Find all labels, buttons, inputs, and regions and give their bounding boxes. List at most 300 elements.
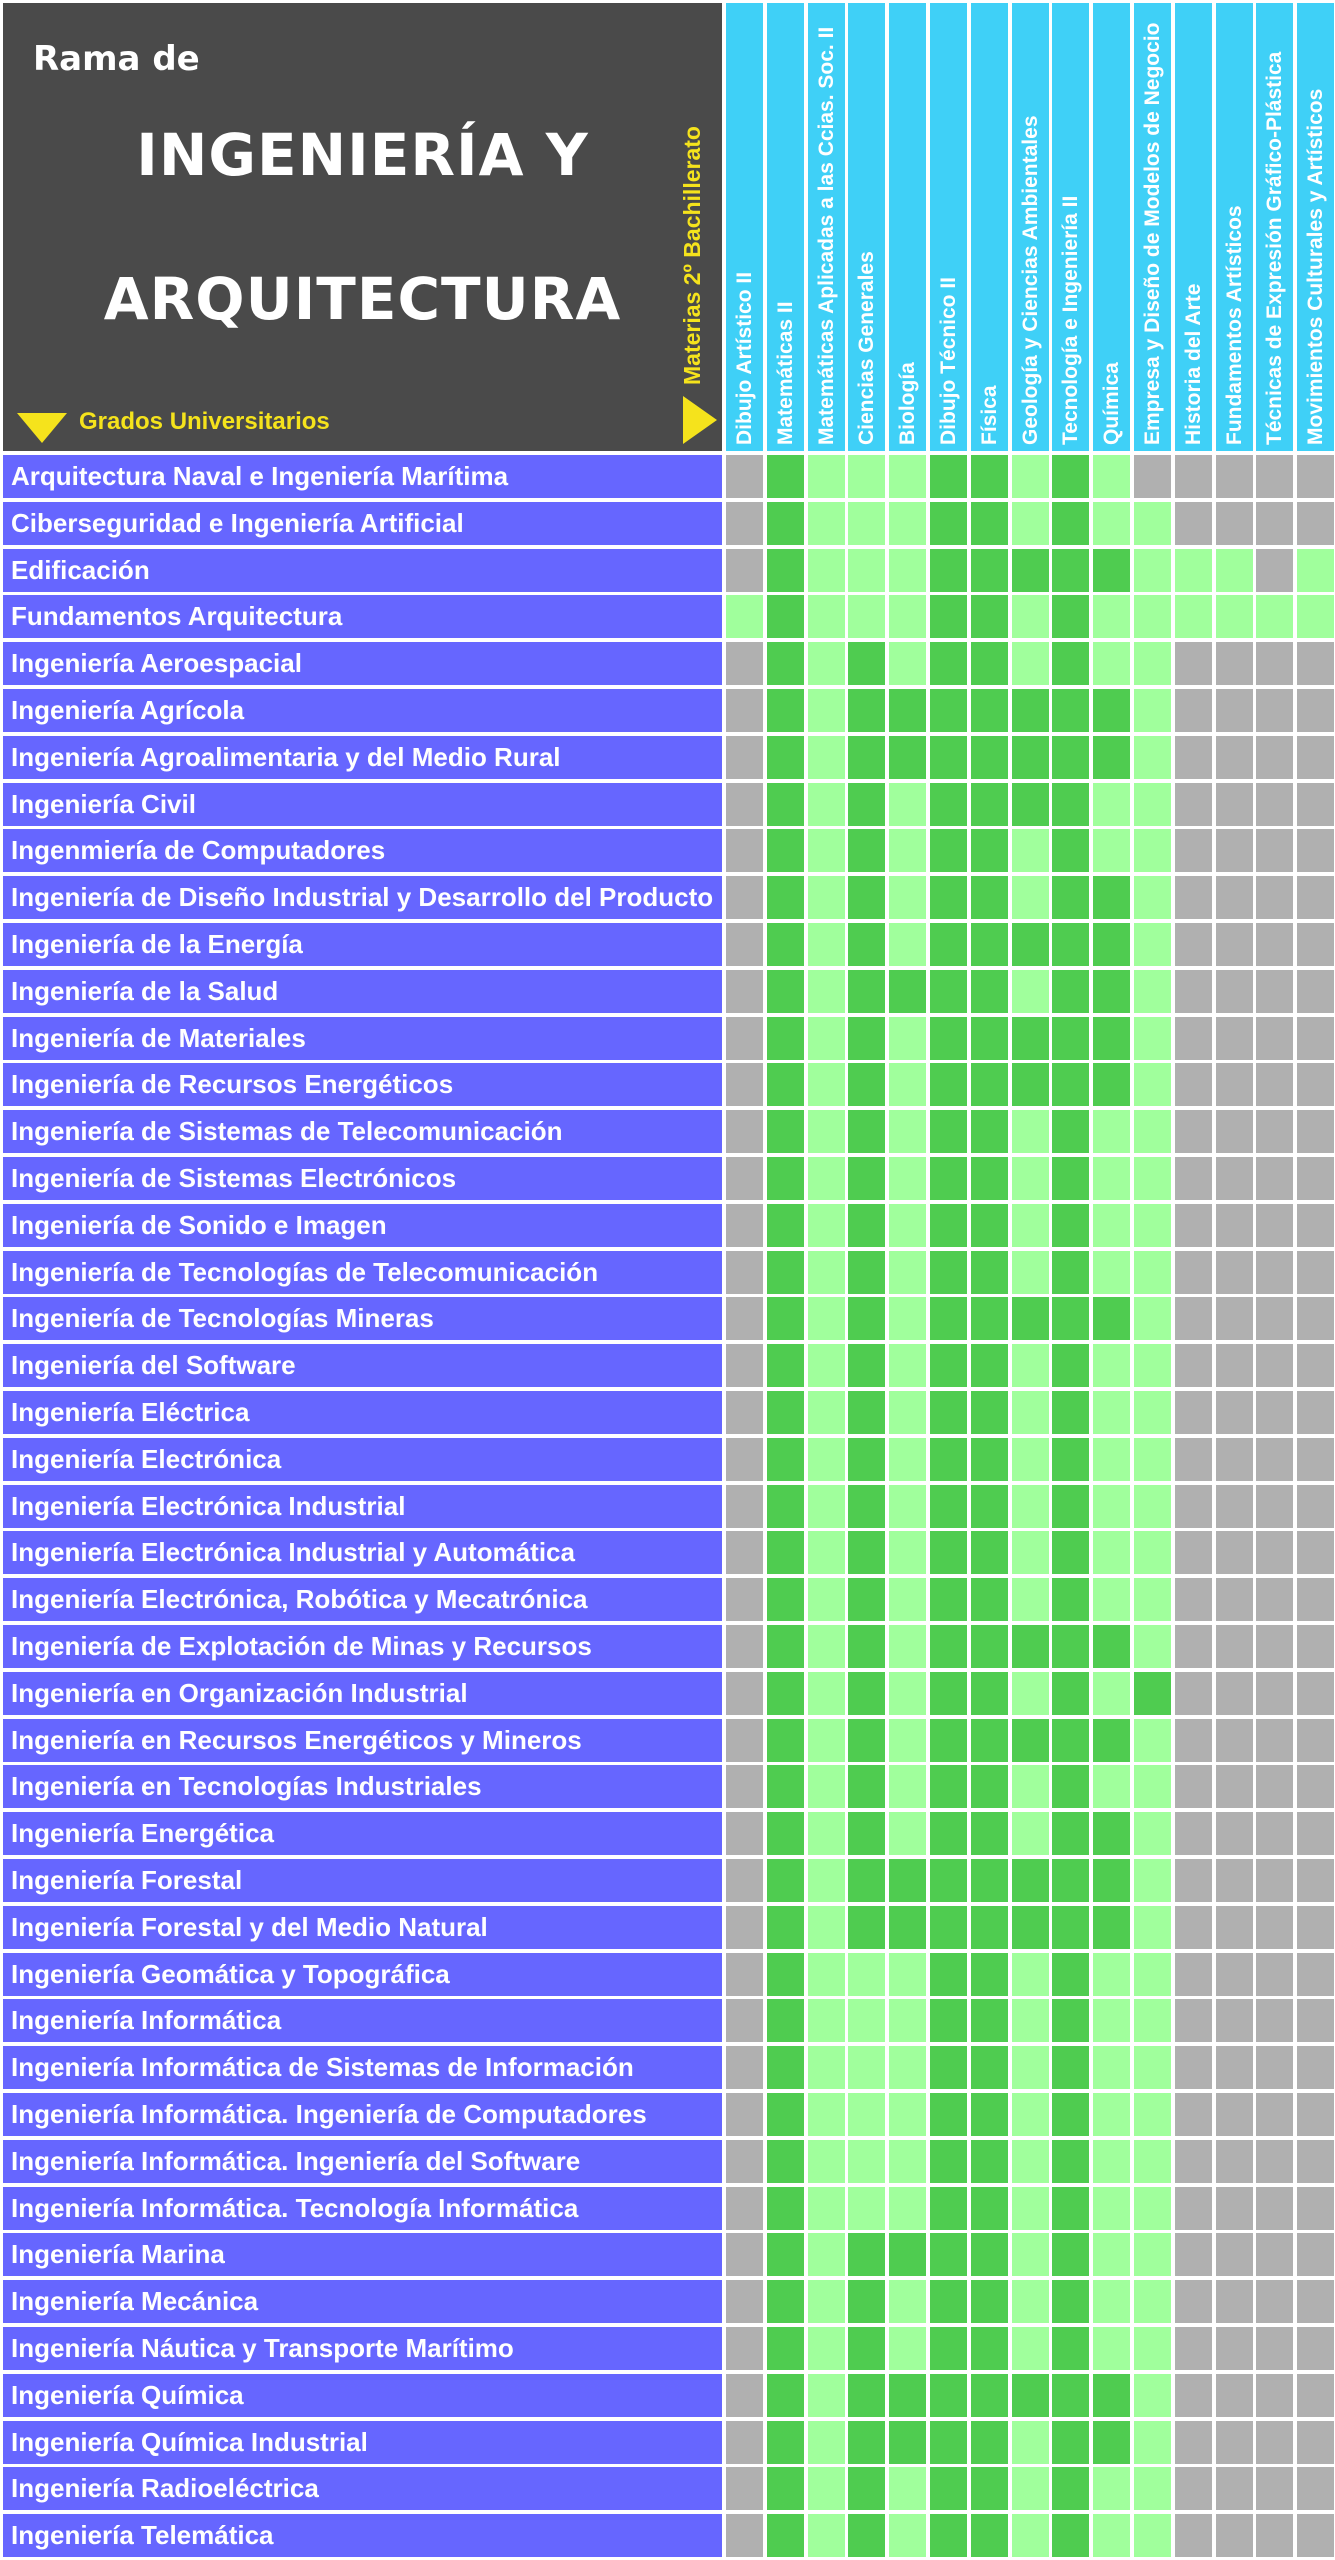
matrix-cell	[767, 1157, 804, 1200]
matrix-cell	[1297, 689, 1334, 732]
matrix-cell	[1093, 2233, 1130, 2276]
matrix-cell	[930, 1999, 967, 2042]
matrix-cell	[1175, 829, 1212, 872]
matrix-cell	[971, 2233, 1008, 2276]
degree-name: Ingeniería Aeroespacial	[3, 642, 722, 685]
matrix-cell	[1093, 2280, 1130, 2323]
matrix-cell	[930, 1578, 967, 1621]
matrix-cell	[808, 1765, 845, 1808]
matrix-cell	[808, 1531, 845, 1574]
matrix-cell	[726, 736, 763, 779]
matrix-cell	[930, 1812, 967, 1855]
matrix-cell	[1134, 502, 1171, 545]
matrix-cell	[930, 1672, 967, 1715]
matrix-cell	[1297, 2421, 1334, 2464]
matrix-cell	[1216, 1812, 1253, 1855]
matrix-cell	[1175, 1251, 1212, 1294]
matrix-cell	[889, 2514, 926, 2557]
matrix-cell	[1134, 1297, 1171, 1340]
matrix-cell	[848, 736, 885, 779]
degree-name: Ingeniería de Tecnologías Mineras	[3, 1297, 722, 1340]
matrix-cell	[1175, 1719, 1212, 1762]
matrix-cell	[1093, 1812, 1130, 1855]
matrix-cell	[1134, 1625, 1171, 1668]
matrix-cell	[971, 642, 1008, 685]
matrix-cell	[726, 1719, 763, 1762]
subject-header	[1216, 3, 1253, 451]
matrix-cell	[848, 2233, 885, 2276]
matrix-cell	[971, 923, 1008, 966]
matrix-cell	[930, 2187, 967, 2230]
matrix-cell	[767, 923, 804, 966]
degree-name: Ingeniería Química	[3, 2374, 722, 2417]
matrix-cell	[1216, 1531, 1253, 1574]
matrix-cell	[1175, 1859, 1212, 1902]
matrix-cell	[726, 2280, 763, 2323]
matrix-cell	[726, 1672, 763, 1715]
matrix-cell	[1175, 2327, 1212, 2370]
matrix-cell	[767, 1859, 804, 1902]
matrix-cell	[889, 1110, 926, 1153]
matrix-cell	[848, 595, 885, 638]
matrix-cell	[767, 1485, 804, 1528]
matrix-cell	[1052, 1344, 1089, 1387]
matrix-cell	[1297, 2514, 1334, 2557]
matrix-cell	[1093, 2046, 1130, 2089]
matrix-cell	[808, 923, 845, 966]
matrix-cell	[1134, 876, 1171, 919]
matrix-cell	[1052, 1297, 1089, 1340]
matrix-cell	[1134, 1485, 1171, 1528]
degree-name: Ingeniería de Diseño Industrial y Desarrollo del Producto	[3, 876, 722, 919]
matrix-cell	[1175, 2233, 1212, 2276]
matrix-cell	[1175, 923, 1212, 966]
matrix-cell	[767, 2046, 804, 2089]
matrix-cell	[930, 1251, 967, 1294]
matrix-cell	[1134, 970, 1171, 1013]
matrix-cell	[971, 689, 1008, 732]
matrix-cell	[848, 1765, 885, 1808]
matrix-cell	[971, 829, 1008, 872]
matrix-cell	[848, 1297, 885, 1340]
matrix-cell	[848, 1672, 885, 1715]
matrix-cell	[1052, 1672, 1089, 1715]
matrix-cell	[726, 1765, 763, 1808]
matrix-cell	[1134, 642, 1171, 685]
degree-name: Ingeniería de Sonido e Imagen	[3, 1204, 722, 1247]
subject-header	[971, 3, 1008, 451]
matrix-cell	[1256, 736, 1293, 779]
matrix-cell	[1256, 1531, 1293, 1574]
matrix-cell	[726, 1017, 763, 1060]
matrix-cell	[767, 970, 804, 1013]
matrix-cell	[1256, 1017, 1293, 1060]
matrix-cell	[930, 2467, 967, 2510]
matrix-cell	[1175, 783, 1212, 826]
matrix-cell	[889, 2140, 926, 2183]
subject-label: Movimientos Culturales y Artísticos	[1304, 88, 1328, 445]
matrix-cell	[726, 2093, 763, 2136]
matrix-cell	[1256, 1999, 1293, 2042]
matrix-cell	[1134, 1438, 1171, 1481]
matrix-cell	[808, 595, 845, 638]
matrix-cell	[848, 2280, 885, 2323]
matrix-cell	[1256, 2467, 1293, 2510]
matrix-cell	[1093, 1110, 1130, 1153]
title-prefix: Rama de	[33, 39, 200, 79]
matrix-cell	[1175, 1953, 1212, 1996]
matrix-cell	[1216, 1485, 1253, 1528]
matrix-cell	[808, 455, 845, 498]
matrix-cell	[1093, 1438, 1130, 1481]
subject-header	[930, 3, 967, 451]
matrix-cell	[1134, 1344, 1171, 1387]
matrix-cell	[767, 1625, 804, 1668]
matrix-cell	[930, 1953, 967, 1996]
matrix-cell	[1256, 876, 1293, 919]
matrix-cell	[808, 1204, 845, 1247]
matrix-cell	[726, 502, 763, 545]
matrix-cell	[971, 1110, 1008, 1153]
matrix-cell	[767, 1251, 804, 1294]
matrix-cell	[1093, 1999, 1130, 2042]
matrix-cell	[1175, 876, 1212, 919]
matrix-cell	[889, 595, 926, 638]
matrix-cell	[1052, 2187, 1089, 2230]
matrix-cell	[1256, 2093, 1293, 2136]
matrix-cell	[1012, 1157, 1049, 1200]
matrix-cell	[1093, 1578, 1130, 1621]
matrix-cell	[1134, 2421, 1171, 2464]
matrix-cell	[767, 2093, 804, 2136]
matrix-cell	[1216, 1157, 1253, 1200]
matrix-cell	[1052, 1438, 1089, 1481]
matrix-cell	[930, 2421, 967, 2464]
matrix-cell	[848, 1953, 885, 1996]
matrix-cell	[726, 1625, 763, 1668]
matrix-cell	[726, 2514, 763, 2557]
matrix-cell	[808, 2374, 845, 2417]
matrix-cell	[930, 689, 967, 732]
matrix-cell	[1297, 1625, 1334, 1668]
matrix-cell	[1093, 1017, 1130, 1060]
matrix-cell	[1216, 1953, 1253, 1996]
matrix-cell	[767, 2187, 804, 2230]
subject-label: Historia del Arte	[1181, 283, 1205, 445]
matrix-cell	[767, 1765, 804, 1808]
matrix-cell	[1012, 783, 1049, 826]
matrix-cell	[726, 1344, 763, 1387]
matrix-cell	[1297, 2140, 1334, 2183]
matrix-cell	[1052, 1578, 1089, 1621]
matrix-cell	[808, 642, 845, 685]
matrix-cell	[1134, 829, 1171, 872]
matrix-cell	[1297, 1017, 1334, 1060]
matrix-cell	[848, 689, 885, 732]
matrix-cell	[1297, 1438, 1334, 1481]
matrix-cell	[930, 1204, 967, 1247]
matrix-cell	[1012, 2187, 1049, 2230]
matrix-cell	[889, 1391, 926, 1434]
matrix-cell	[1297, 502, 1334, 545]
matrix-cell	[1216, 642, 1253, 685]
matrix-cell	[767, 2514, 804, 2557]
matrix-cell	[930, 1531, 967, 1574]
matrix-cell	[1052, 923, 1089, 966]
matrix-cell	[767, 2140, 804, 2183]
matrix-cell	[1256, 642, 1293, 685]
matrix-cell	[889, 1859, 926, 1902]
matrix-cell	[1012, 1672, 1049, 1715]
matrix-cell	[1216, 549, 1253, 592]
matrix-cell	[1093, 1531, 1130, 1574]
matrix-cell	[1052, 2421, 1089, 2464]
degree-name: Ingeniería Forestal	[3, 1859, 722, 1902]
matrix-cell	[1052, 1017, 1089, 1060]
matrix-cell	[726, 1906, 763, 1949]
matrix-cell	[930, 1859, 967, 1902]
matrix-cell	[930, 549, 967, 592]
matrix-cell	[1134, 1531, 1171, 1574]
matrix-cell	[726, 829, 763, 872]
matrix-cell	[1134, 2280, 1171, 2323]
matrix-cell	[1134, 595, 1171, 638]
matrix-cell	[848, 1531, 885, 1574]
matrix-cell	[1052, 1765, 1089, 1808]
matrix-cell	[1297, 2046, 1334, 2089]
matrix-cell	[930, 502, 967, 545]
matrix-cell	[1093, 689, 1130, 732]
matrix-cell	[1093, 1204, 1130, 1247]
matrix-cell	[1175, 642, 1212, 685]
matrix-cell	[1175, 2046, 1212, 2089]
matrix-cell	[767, 829, 804, 872]
matrix-cell	[1052, 2140, 1089, 2183]
matrix-cell	[971, 2421, 1008, 2464]
matrix-cell	[971, 1485, 1008, 1528]
matrix-cell	[848, 2093, 885, 2136]
matrix-cell	[1134, 1719, 1171, 1762]
matrix-cell	[971, 1672, 1008, 1715]
matrix-cell	[767, 689, 804, 732]
matrix-cell	[1012, 970, 1049, 1013]
matrix-cell	[1256, 2187, 1293, 2230]
matrix-cell	[1256, 1204, 1293, 1247]
matrix-cell	[808, 1812, 845, 1855]
matrix-cell	[1216, 783, 1253, 826]
degree-name: Ingeniería Informática. Ingeniería de Computadores	[3, 2093, 722, 2136]
matrix-cell	[1297, 1110, 1334, 1153]
matrix-cell	[1297, 1906, 1334, 1949]
matrix-cell	[1216, 829, 1253, 872]
matrix-cell	[1134, 1157, 1171, 1200]
matrix-cell	[767, 2467, 804, 2510]
matrix-cell	[1256, 2280, 1293, 2323]
matrix-cell	[726, 1438, 763, 1481]
matrix-cell	[848, 1999, 885, 2042]
matrix-cell	[1256, 1859, 1293, 1902]
matrix-cell	[971, 783, 1008, 826]
matrix-cell	[1134, 1110, 1171, 1153]
matrix-cell	[1052, 2046, 1089, 2089]
matrix-cell	[726, 642, 763, 685]
matrix-cell	[848, 1719, 885, 1762]
matrix-cell	[889, 2233, 926, 2276]
matrix-cell	[1297, 1485, 1334, 1528]
matrix-cell	[1134, 1906, 1171, 1949]
matrix-cell	[726, 1531, 763, 1574]
matrix-cell	[971, 1204, 1008, 1247]
matrix-cell	[1012, 2233, 1049, 2276]
matrix-cell	[1175, 1204, 1212, 1247]
matrix-cell	[1216, 923, 1253, 966]
matrix-cell	[767, 455, 804, 498]
matrix-cell	[1012, 1063, 1049, 1106]
matrix-cell	[1256, 1719, 1293, 1762]
degree-name: Ingeniería Electrónica, Robótica y Mecatrónica	[3, 1578, 722, 1621]
matrix-cell	[1297, 1999, 1334, 2042]
matrix-cell	[726, 876, 763, 919]
matrix-cell	[930, 1765, 967, 1808]
matrix-cell	[930, 2280, 967, 2323]
subject-header	[1175, 3, 1212, 451]
matrix-cell	[1093, 1719, 1130, 1762]
degree-name: Ingeniería del Software	[3, 1344, 722, 1387]
matrix-cell	[1175, 1438, 1212, 1481]
matrix-cell	[1012, 1578, 1049, 1621]
matrix-cell	[726, 970, 763, 1013]
matrix-cell	[1175, 2187, 1212, 2230]
matrix-cell	[1216, 1110, 1253, 1153]
matrix-cell	[971, 1251, 1008, 1294]
matrix-cell	[1297, 549, 1334, 592]
matrix-cell	[767, 2327, 804, 2370]
matrix-cell	[1297, 2187, 1334, 2230]
matrix-cell	[1256, 1251, 1293, 1294]
title-panel	[3, 3, 722, 451]
matrix-cell	[848, 1625, 885, 1668]
matrix-cell	[808, 2093, 845, 2136]
matrix-cell	[726, 783, 763, 826]
matrix-cell	[971, 1531, 1008, 1574]
matrix-cell	[1297, 1812, 1334, 1855]
matrix-cell	[808, 829, 845, 872]
matrix-cell	[767, 1812, 804, 1855]
matrix-cell	[1134, 2046, 1171, 2089]
matrix-cell	[1256, 502, 1293, 545]
degree-name: Ingeniería Química Industrial	[3, 2421, 722, 2464]
matrix-cell	[767, 1906, 804, 1949]
degree-name: Ingeniería Forestal y del Medio Natural	[3, 1906, 722, 1949]
matrix-cell	[930, 642, 967, 685]
matrix-cell	[889, 970, 926, 1013]
matrix-cell	[1052, 1953, 1089, 1996]
matrix-cell	[889, 1438, 926, 1481]
matrix-cell	[726, 1485, 763, 1528]
matrix-cell	[889, 1812, 926, 1855]
subject-header	[1256, 3, 1293, 451]
matrix-cell	[1012, 923, 1049, 966]
matrix-cell	[930, 2233, 967, 2276]
matrix-cell	[889, 549, 926, 592]
matrix-cell	[971, 1017, 1008, 1060]
matrix-cell	[1297, 2327, 1334, 2370]
matrix-cell	[971, 2093, 1008, 2136]
matrix-cell	[1134, 1251, 1171, 1294]
matrix-cell	[1093, 1391, 1130, 1434]
matrix-cell	[1093, 876, 1130, 919]
matrix-cell	[726, 2046, 763, 2089]
matrix-cell	[1297, 1953, 1334, 1996]
matrix-cell	[848, 2374, 885, 2417]
matrix-cell	[1134, 1204, 1171, 1247]
matrix-cell	[1297, 1204, 1334, 1247]
matrix-cell	[930, 1157, 967, 1200]
matrix-cell	[1175, 1017, 1212, 1060]
matrix-cell	[767, 595, 804, 638]
matrix-cell	[808, 1344, 845, 1387]
matrix-cell	[889, 1625, 926, 1668]
matrix-cell	[1256, 1157, 1293, 1200]
matrix-cell	[1297, 1719, 1334, 1762]
matrix-cell	[726, 689, 763, 732]
matrix-cell	[889, 1297, 926, 1340]
matrix-cell	[889, 2421, 926, 2464]
matrix-cell	[1175, 2280, 1212, 2323]
matrix-cell	[1134, 2467, 1171, 2510]
degree-name: Ingeniería Informática. Tecnología Informática	[3, 2187, 722, 2230]
matrix-cell	[808, 1953, 845, 1996]
matrix-cell	[889, 783, 926, 826]
matrix-cell	[1052, 1110, 1089, 1153]
matrix-cell	[1216, 876, 1253, 919]
matrix-cell	[889, 689, 926, 732]
matrix-cell	[767, 783, 804, 826]
matrix-cell	[1175, 1391, 1212, 1434]
matrix-cell	[1297, 595, 1334, 638]
matrix-cell	[767, 1297, 804, 1340]
matrix-cell	[1093, 1344, 1130, 1387]
matrix-cell	[1093, 2421, 1130, 2464]
matrix-cell	[1134, 1578, 1171, 1621]
matrix-cell	[808, 689, 845, 732]
matrix-cell	[1052, 2327, 1089, 2370]
matrix-cell	[1297, 2280, 1334, 2323]
matrix-cell	[1093, 595, 1130, 638]
grados-label: Grados Universitarios	[79, 408, 330, 435]
matrix-cell	[1012, 642, 1049, 685]
subject-label: Dibujo Técnico II	[937, 276, 960, 445]
matrix-cell	[1134, 923, 1171, 966]
matrix-cell	[808, 2421, 845, 2464]
matrix-cell	[930, 1485, 967, 1528]
matrix-cell	[889, 1485, 926, 1528]
matrix-cell	[767, 2421, 804, 2464]
matrix-cell	[848, 1157, 885, 1200]
matrix-cell	[1052, 736, 1089, 779]
matrix-cell	[726, 2233, 763, 2276]
matrix-cell	[1256, 1672, 1293, 1715]
matrix-cell	[1216, 1719, 1253, 1762]
matrix-cell	[889, 2280, 926, 2323]
matrix-cell	[1093, 2374, 1130, 2417]
matrix-cell	[848, 2046, 885, 2089]
matrix-cell	[1216, 2374, 1253, 2417]
matrix-cell	[1216, 1297, 1253, 1340]
matrix-cell	[1012, 2421, 1049, 2464]
matrix-cell	[767, 1204, 804, 1247]
matrix-cell	[808, 1625, 845, 1668]
